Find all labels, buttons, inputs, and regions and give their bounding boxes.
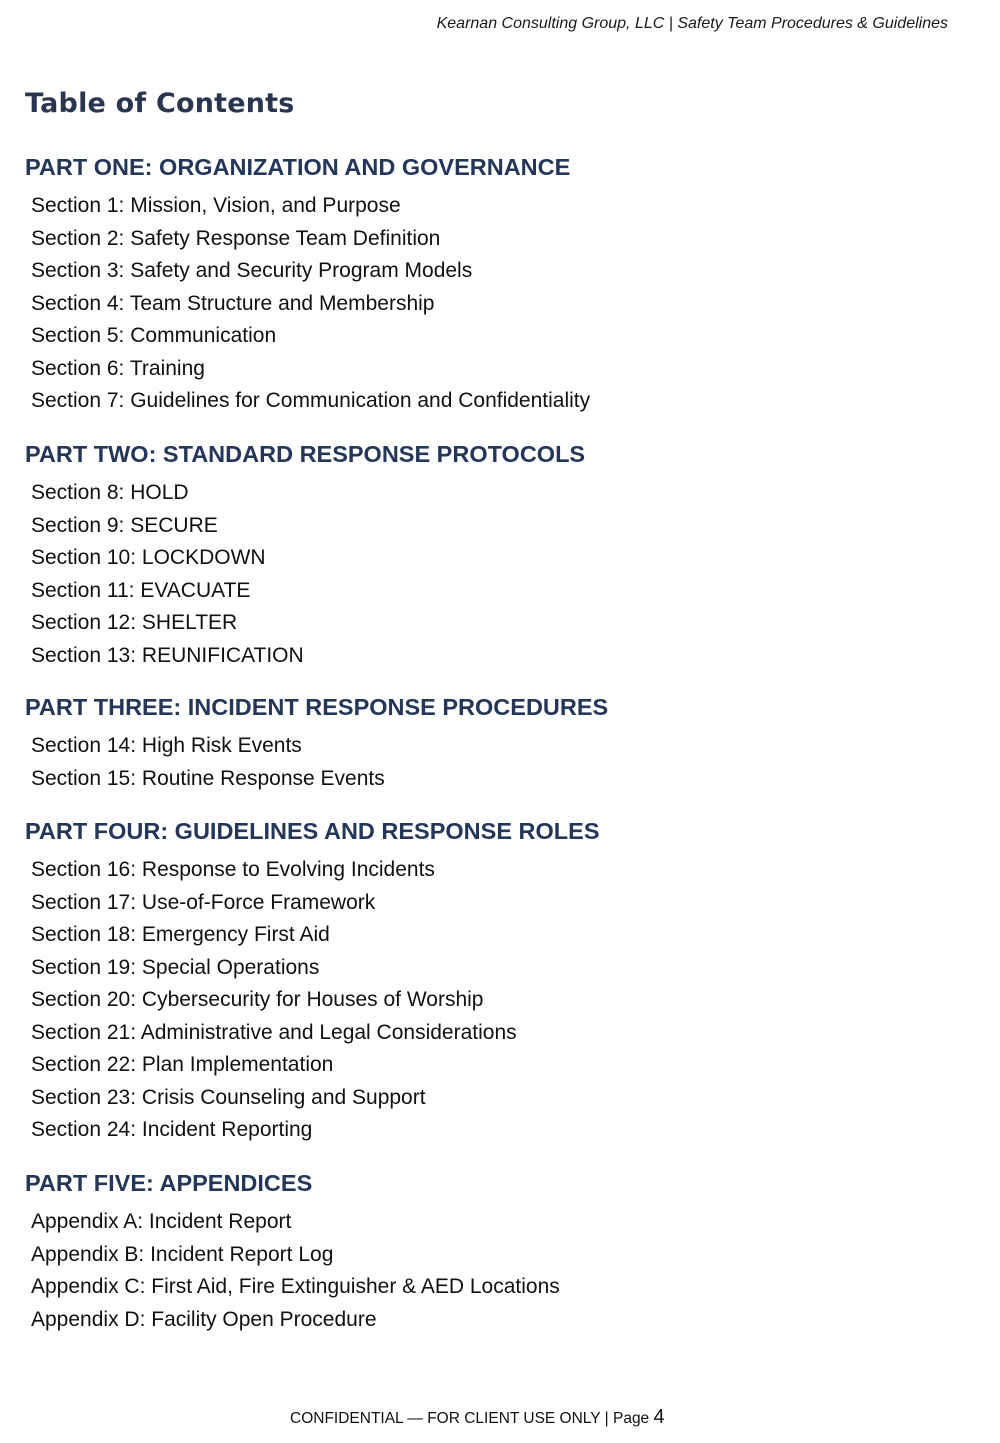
toc-entry[interactable]: Section 5: Communication — [31, 324, 277, 347]
toc-entry[interactable]: Section 16: Response to Evolving Incidents — [31, 858, 435, 881]
toc-entry[interactable]: Section 13: REUNIFICATION — [31, 643, 304, 667]
toc-entry[interactable]: Section 14: High Risk Events — [31, 734, 302, 757]
part-heading: PART FOUR: GUIDELINES AND RESPONSE ROLES — [25, 818, 600, 844]
toc-entry[interactable]: Section 3: Safety and Security Program Models — [31, 259, 473, 282]
toc-entry[interactable]: Section 11: EVACUATE — [31, 578, 251, 602]
toc-entry[interactable]: Section 22: Plan Implementation — [31, 1053, 334, 1076]
running-header: Kearnan Consulting Group, LLC | Safety Team Procedures & Guidelines — [436, 15, 948, 32]
toc-entry-list — [25, 730, 608, 795]
toc-entry[interactable]: Section 1: Mission, Vision, and Purpose — [31, 194, 401, 217]
toc-part-three — [25, 692, 608, 795]
toc-entry[interactable]: Appendix D: Facility Open Procedure — [31, 1307, 377, 1331]
page-number: 4 — [653, 1406, 665, 1428]
toc-entry[interactable]: Section 23: Crisis Counseling and Support — [31, 1085, 426, 1109]
running-footer — [290, 1406, 665, 1429]
toc-entry-list — [25, 477, 585, 672]
toc-entry[interactable]: Appendix C: First Aid, Fire Extinguisher & AED Locations — [31, 1275, 560, 1298]
toc-entry[interactable]: Section 24: Incident Reporting — [31, 1118, 313, 1141]
toc-entry[interactable]: Section 10: LOCKDOWN — [31, 546, 266, 569]
toc-entry[interactable]: Section 6: Training — [31, 356, 205, 380]
toc-part-two — [25, 439, 585, 672]
part-heading: PART TWO: STANDARD RESPONSE PROTOCOLS — [25, 441, 586, 467]
part-heading: PART THREE: INCIDENT RESPONSE PROCEDURES — [25, 694, 609, 720]
toc-entry[interactable]: Section 2: Safety Response Team Definition — [31, 226, 441, 250]
footer-label: CONFIDENTIAL — FOR CLIENT USE ONLY | Page — [290, 1410, 650, 1427]
toc-entry[interactable]: Appendix B: Incident Report Log — [31, 1242, 334, 1266]
toc-entry[interactable]: Section 17: Use-of-Force Framework — [31, 890, 376, 914]
toc-entry[interactable]: Section 18: Emergency First Aid — [31, 923, 330, 946]
page-title: Table of Contents — [25, 88, 295, 119]
toc-entry[interactable]: Section 4: Team Structure and Membership — [31, 291, 435, 315]
toc-entry[interactable]: Section 15: Routine Response Events — [31, 766, 385, 790]
toc-entry[interactable]: Section 7: Guidelines for Communication and Confidentiality — [31, 389, 591, 412]
part-heading: PART ONE: ORGANIZATION AND GOVERNANCE — [25, 154, 571, 180]
toc-entry[interactable]: Section 9: SECURE — [31, 513, 218, 537]
toc-entry-list — [25, 854, 600, 1147]
toc-part-one — [25, 152, 590, 418]
toc-entry-list — [25, 190, 590, 418]
toc-entry-list — [25, 1206, 560, 1336]
toc-entry[interactable]: Section 12: SHELTER — [31, 611, 238, 634]
part-heading: PART FIVE: APPENDICES — [25, 1170, 313, 1196]
toc-entry[interactable]: Section 21: Administrative and Legal Considerations — [31, 1020, 517, 1044]
toc-part-five — [25, 1168, 560, 1336]
toc-entry[interactable]: Section 8: HOLD — [31, 481, 189, 504]
toc-entry[interactable]: Appendix A: Incident Report — [31, 1210, 292, 1233]
toc-entry[interactable]: Section 19: Special Operations — [31, 955, 320, 979]
toc-entry[interactable]: Section 20: Cybersecurity for Houses of Worship — [31, 988, 484, 1011]
toc-part-four — [25, 816, 600, 1147]
